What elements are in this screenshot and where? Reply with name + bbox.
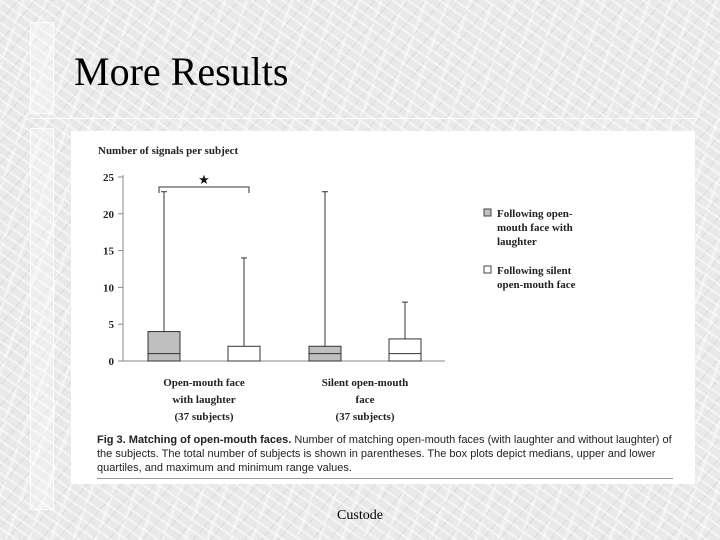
y-tick-label: 10 <box>103 282 114 295</box>
x-group-label: Silent open-mouth <box>321 377 409 389</box>
slide-footer: Custode <box>337 508 383 523</box>
figure-caption <box>97 433 677 475</box>
y-tick-label: 25 <box>103 172 114 184</box>
legend-swatch <box>484 209 491 216</box>
decorative-bar-top <box>30 22 54 114</box>
box-iqr <box>148 332 180 361</box>
y-tick-label: 5 <box>108 319 114 332</box>
figure-panel <box>71 131 695 484</box>
x-group-label: (37 subjects) <box>335 411 395 423</box>
legend-label: Following silent <box>497 265 572 277</box>
caption-title: Fig 3. Matching of open-mouth faces. <box>97 434 292 446</box>
decorative-bar-side <box>30 128 54 510</box>
caption-divider <box>97 478 673 479</box>
legend-label: laughter <box>497 236 537 248</box>
legend-label: mouth face with <box>497 222 573 234</box>
legend-label: open-mouth face <box>497 279 576 291</box>
y-tick-label: 20 <box>103 208 114 221</box>
y-axis-label: Number of signals per subject <box>98 145 239 157</box>
caption-text: Number of matching open-mouth faces (with laughter and without laughter) of the subjects. The total number of subjects is shown in parentheses. The box plots depict medians, upper and lower quartiles, and maximum and minimum range values. <box>97 434 672 474</box>
x-group-label: face <box>355 394 375 406</box>
box-iqr <box>228 346 260 361</box>
significance-star: ★ <box>198 173 210 188</box>
slide-title: More Results <box>74 49 289 94</box>
x-group-label: with laughter <box>172 394 236 406</box>
y-tick-label: 15 <box>103 245 114 258</box>
legend-label: Following open- <box>497 208 573 220</box>
x-group-label: (37 subjects) <box>174 411 234 423</box>
decorative-divider <box>30 118 695 119</box>
x-group-label: Open-mouth face <box>163 377 245 389</box>
box-iqr <box>389 339 421 361</box>
box-plot-chart <box>71 131 695 431</box>
legend-swatch <box>484 266 491 273</box>
y-tick-label: 0 <box>108 356 114 368</box>
